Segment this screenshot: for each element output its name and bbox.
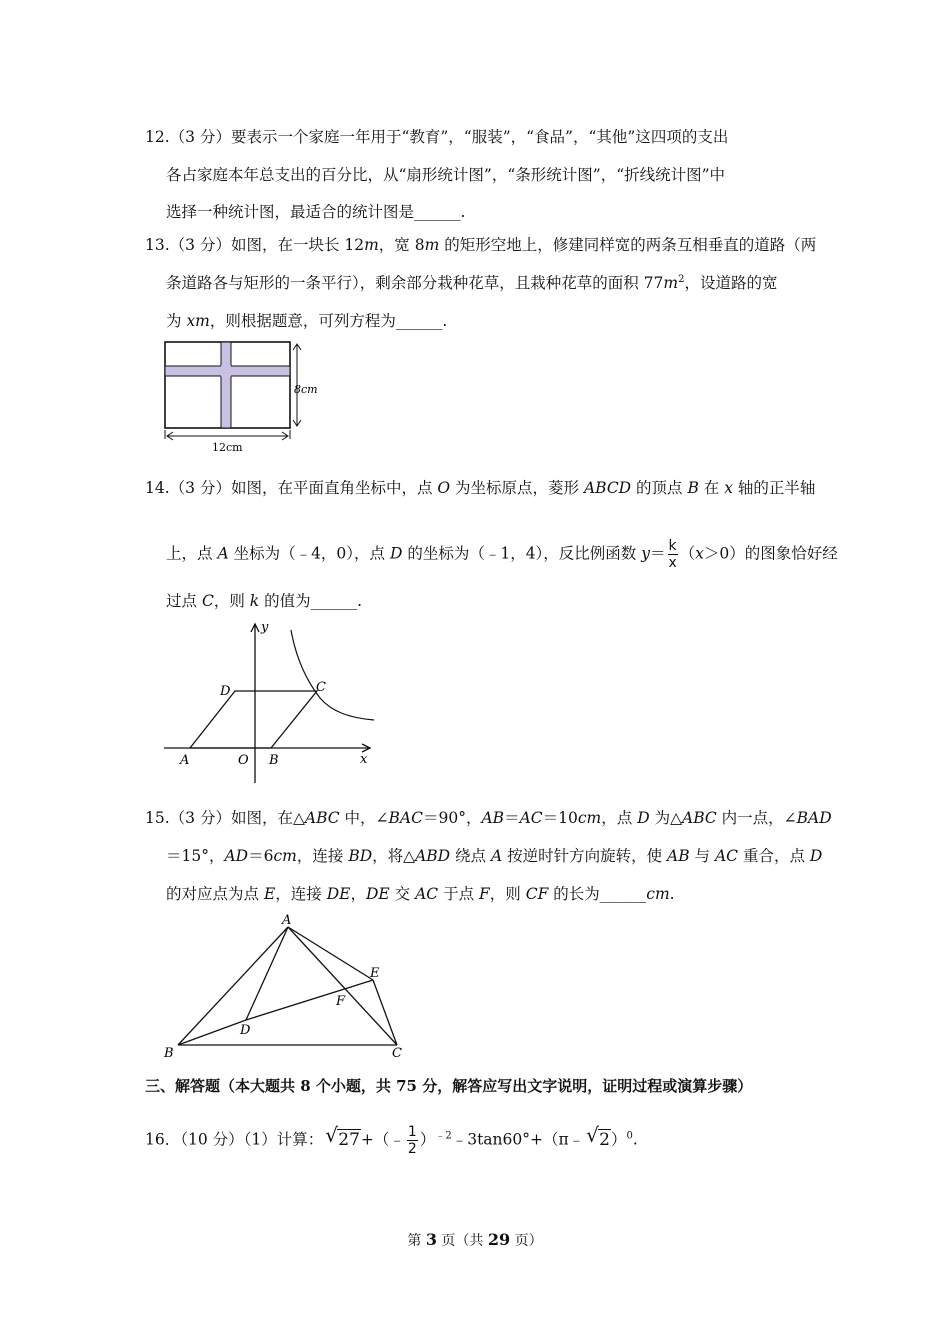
q14-text: 的值为______.: [259, 592, 363, 610]
q15-text: ，将△: [372, 847, 416, 865]
total-pages: 29: [487, 1230, 511, 1249]
point-E: E: [263, 885, 276, 903]
q15-text: 绕点: [450, 847, 491, 865]
point-C: C: [201, 592, 214, 610]
q12-line2: 各占家庭本年总支出的百分比，从“扇形统计图”，“条形统计图”，“折线统计图”中: [166, 166, 726, 184]
label-A: A: [180, 753, 190, 768]
point-O: O: [437, 479, 451, 497]
segment-AC: AC: [415, 885, 439, 903]
radicand: 27: [338, 1129, 360, 1150]
q15-text: 重合，点: [738, 847, 810, 865]
footer-text: 第: [407, 1233, 426, 1249]
footer-text: 页（共: [436, 1233, 488, 1249]
q15-text: ，连接: [275, 885, 327, 903]
q14-text: 上，点: [166, 544, 218, 563]
q15-text: 中，∠: [339, 809, 389, 827]
q12-line1: 12.（3 分）要表示一个家庭一年用于“教育”，“服装”，“食品”，“其他”这四项的支出: [145, 128, 729, 146]
q15-text: 的对应点为点: [166, 885, 264, 903]
angle-BAC: BAC: [388, 809, 423, 827]
segment-AD: AD: [224, 847, 249, 865]
segment-AB: AB: [667, 847, 690, 865]
radical-icon: √: [325, 1122, 338, 1147]
q13-text: ，则根据题意，可列方程为______.: [209, 312, 448, 330]
exponent: ﹣2: [435, 1130, 452, 1142]
var-x: x: [695, 544, 704, 563]
point-D: D: [389, 544, 403, 563]
rhombus-ABCD-shape: [190, 691, 317, 748]
segment-CF: CF: [525, 885, 549, 903]
q13-line1: [145, 235, 816, 255]
q14-text: ＞0）的图象恰好经: [703, 544, 838, 563]
q14-text: 轴的正半轴: [732, 479, 816, 497]
q14-line1: [145, 478, 815, 498]
q15-line1: [145, 808, 832, 828]
q15-text: 交: [389, 885, 416, 903]
q15-text: ，则: [489, 885, 526, 903]
label-C: C: [392, 1046, 402, 1061]
sqrt-27: [325, 1122, 361, 1150]
point-D: D: [637, 809, 650, 827]
exponent: 0: [626, 1130, 633, 1142]
q13-square: 2: [678, 274, 685, 285]
q13-text: 13.（3 分）如图，在一块长 12: [145, 236, 365, 254]
label-C: C: [316, 680, 326, 695]
q15-text: 于点: [438, 885, 479, 903]
label-F: F: [336, 994, 346, 1009]
fraction-k-over-x: [668, 538, 678, 571]
q15-text: 为△: [649, 809, 682, 827]
segment-AC: AC: [714, 847, 739, 865]
unit-cm: cm: [646, 885, 670, 903]
label-y: y: [261, 620, 269, 635]
q15-text: ＝: [504, 809, 520, 827]
q14-text: ＝: [650, 544, 666, 563]
height-label: 8cm: [294, 383, 318, 396]
segment-DE: DE: [365, 885, 390, 903]
footer-text: 页）: [510, 1233, 543, 1249]
q13-text: 条道路各与矩形的一条平行），剩余部分栽种花草，且栽种花草的面积 77: [166, 274, 664, 292]
var-k: k: [249, 592, 260, 610]
q16-text: .: [632, 1130, 638, 1149]
radical-icon: √: [586, 1122, 599, 1147]
q14-text: 为坐标原点，菱形: [450, 479, 584, 497]
fraction-denominator: 2: [407, 1141, 417, 1157]
page-number: 3: [425, 1230, 437, 1249]
q15-line3: [166, 884, 675, 904]
q16-text: ）: [611, 1130, 627, 1149]
var-y: y: [641, 544, 651, 563]
section-3-heading: 三、解答题（本大题共 8 个小题，共 75 分，解答应写出文字说明，证明过程或演算步骤）: [145, 1077, 753, 1095]
q14-text: 的坐标为（﹣1，4），反比例函数: [402, 544, 642, 563]
radicand: 2: [599, 1129, 610, 1150]
q15-text: ＝15°，: [166, 847, 225, 865]
q15-figure: [160, 910, 420, 1065]
fraction-numerator: 1: [407, 1124, 417, 1140]
road-horizontal: [165, 366, 290, 376]
q14-text: （: [679, 544, 696, 563]
q14-text: 过点: [166, 592, 202, 610]
label-O: O: [238, 753, 249, 768]
q15-text: 15.（3 分）如图，在△: [145, 809, 305, 827]
q14-text: 14.（3 分）如图，在平面直角坐标中，点: [145, 479, 438, 497]
q15-text: ，: [350, 885, 366, 903]
q15-text: .: [669, 885, 675, 903]
q13-figure: [160, 338, 330, 456]
label-A: A: [282, 913, 292, 928]
q15-text: ＝90°，: [422, 809, 482, 827]
segment-AB: AB: [481, 809, 505, 827]
label-x: x: [360, 752, 368, 767]
segment-DE: DE: [326, 885, 351, 903]
q13-line2: [166, 273, 778, 293]
q12-line3: 选择一种统计图，最适合的统计图是______.: [166, 203, 466, 221]
rhombus-ABCD: ABCD: [583, 479, 632, 497]
q15-text: ，连接: [296, 847, 349, 865]
q13-unit-m: m: [663, 274, 679, 292]
q16-text: ﹣3tan60°+（π﹣: [451, 1130, 585, 1149]
q15-text: ＝6: [248, 847, 274, 865]
q13-unit-m: m: [424, 236, 440, 254]
q15-text: 按逆时针方向旋转，使: [502, 847, 667, 865]
fraction-denominator: x: [668, 555, 677, 571]
q13-var-xm: xm: [186, 312, 210, 330]
segment-AC: AC: [519, 809, 543, 827]
point-A: A: [490, 847, 503, 865]
q13-text: 为: [166, 312, 187, 330]
q13-text: ，宽 8: [378, 236, 425, 254]
label-B: B: [164, 1046, 174, 1061]
q15-text: 的长为______: [548, 885, 647, 903]
q16-text: ）: [419, 1130, 436, 1149]
q13-line3: [166, 311, 447, 331]
triangle-ABC: ABC: [682, 809, 717, 827]
q16-lead: 16．（10 分）（1）计算：: [145, 1130, 324, 1149]
q15-text: 内一点，∠: [716, 809, 797, 827]
q13-text: 的矩形空地上，修建同样宽的两条互相垂直的道路（两: [439, 236, 817, 254]
hyperbola-curve: [291, 630, 374, 720]
sqrt-2: [586, 1122, 611, 1150]
triangle-ABC: ABC: [304, 809, 340, 827]
label-D: D: [240, 1023, 251, 1038]
q14-text: 坐标为（﹣4，0），点: [228, 544, 390, 563]
point-D: D: [809, 847, 823, 865]
q13-unit-m: m: [364, 236, 379, 254]
q14-text: ，则: [213, 592, 250, 610]
q13-text: ，设道路的宽: [684, 274, 778, 292]
unit-cm: cm: [273, 847, 297, 865]
q15-text: ，点: [601, 809, 638, 827]
q15-text: ＝10: [542, 809, 578, 827]
q16-text: +（﹣: [360, 1130, 405, 1149]
q16-line: [145, 1124, 638, 1157]
label-D: D: [220, 684, 231, 699]
fraction-one-half: [407, 1124, 418, 1157]
q14-text: 在: [698, 479, 725, 497]
fraction-numerator: k: [668, 538, 677, 554]
q14-line2: [166, 538, 838, 571]
point-A: A: [217, 544, 229, 563]
q15-text: 与: [689, 847, 715, 865]
q14-line3: [166, 591, 362, 611]
point-B: B: [687, 479, 699, 497]
segment-BD: BD: [348, 847, 373, 865]
q15-line2: [166, 846, 822, 866]
point-F: F: [479, 885, 490, 903]
page-footer: [0, 1230, 950, 1250]
axis-x: x: [724, 479, 733, 497]
q14-figure: [160, 618, 380, 788]
label-E: E: [370, 966, 380, 981]
road-vertical: [221, 342, 231, 428]
angle-BAD: BAD: [796, 809, 832, 827]
label-B: B: [269, 753, 279, 768]
unit-cm: cm: [577, 809, 602, 827]
q14-text: 的顶点: [631, 479, 688, 497]
triangle-ABD: ABD: [415, 847, 451, 865]
width-label: 12cm: [212, 441, 243, 454]
